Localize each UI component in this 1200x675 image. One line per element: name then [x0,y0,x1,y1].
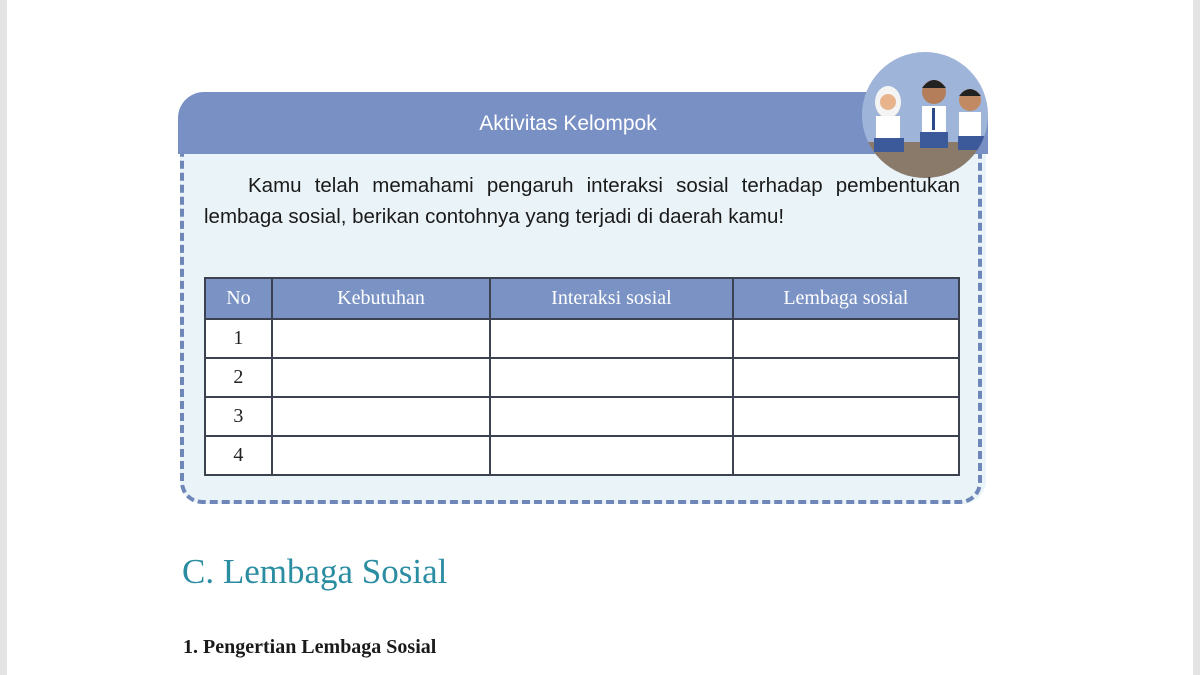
header-interaksi-sosial: Interaksi sosial [490,278,732,319]
table-row [205,358,959,397]
cell-interaksi [490,358,732,397]
header-kebutuhan: Kebutuhan [272,278,490,319]
table-row [205,397,959,436]
row-number: 1 [205,319,272,358]
table-row [205,319,959,358]
page-edge-right [1193,0,1200,675]
cell-lembaga [733,358,959,397]
activity-title: Aktivitas Kelompok [178,92,988,154]
subsection-heading: 1. Pengertian Lembaga Sosial [183,636,437,658]
cell-kebutuhan [272,436,490,475]
cell-lembaga [733,397,959,436]
row-number: 4 [205,436,272,475]
cell-kebutuhan [272,358,490,397]
cell-interaksi [490,319,732,358]
header-lembaga-sosial: Lembaga sosial [733,278,959,319]
students-illustration-icon [862,52,988,178]
page-edge-left [0,0,7,675]
row-number: 2 [205,358,272,397]
section-heading: C. Lembaga Sosial [182,552,448,591]
cell-kebutuhan [272,397,490,436]
cell-interaksi [490,436,732,475]
cell-interaksi [490,397,732,436]
row-number: 3 [205,397,272,436]
activity-table [204,277,960,476]
cell-lembaga [733,436,959,475]
header-no: No [205,278,272,319]
cell-lembaga [733,319,959,358]
cell-kebutuhan [272,319,490,358]
activity-instruction: Kamu telah memahami pengaruh interaksi sosial terhadap pembentukan lembaga sosial, berikan contohnya yang terjadi di daerah kamu! [204,174,960,228]
table-row [205,436,959,475]
table-header-row [205,278,959,319]
